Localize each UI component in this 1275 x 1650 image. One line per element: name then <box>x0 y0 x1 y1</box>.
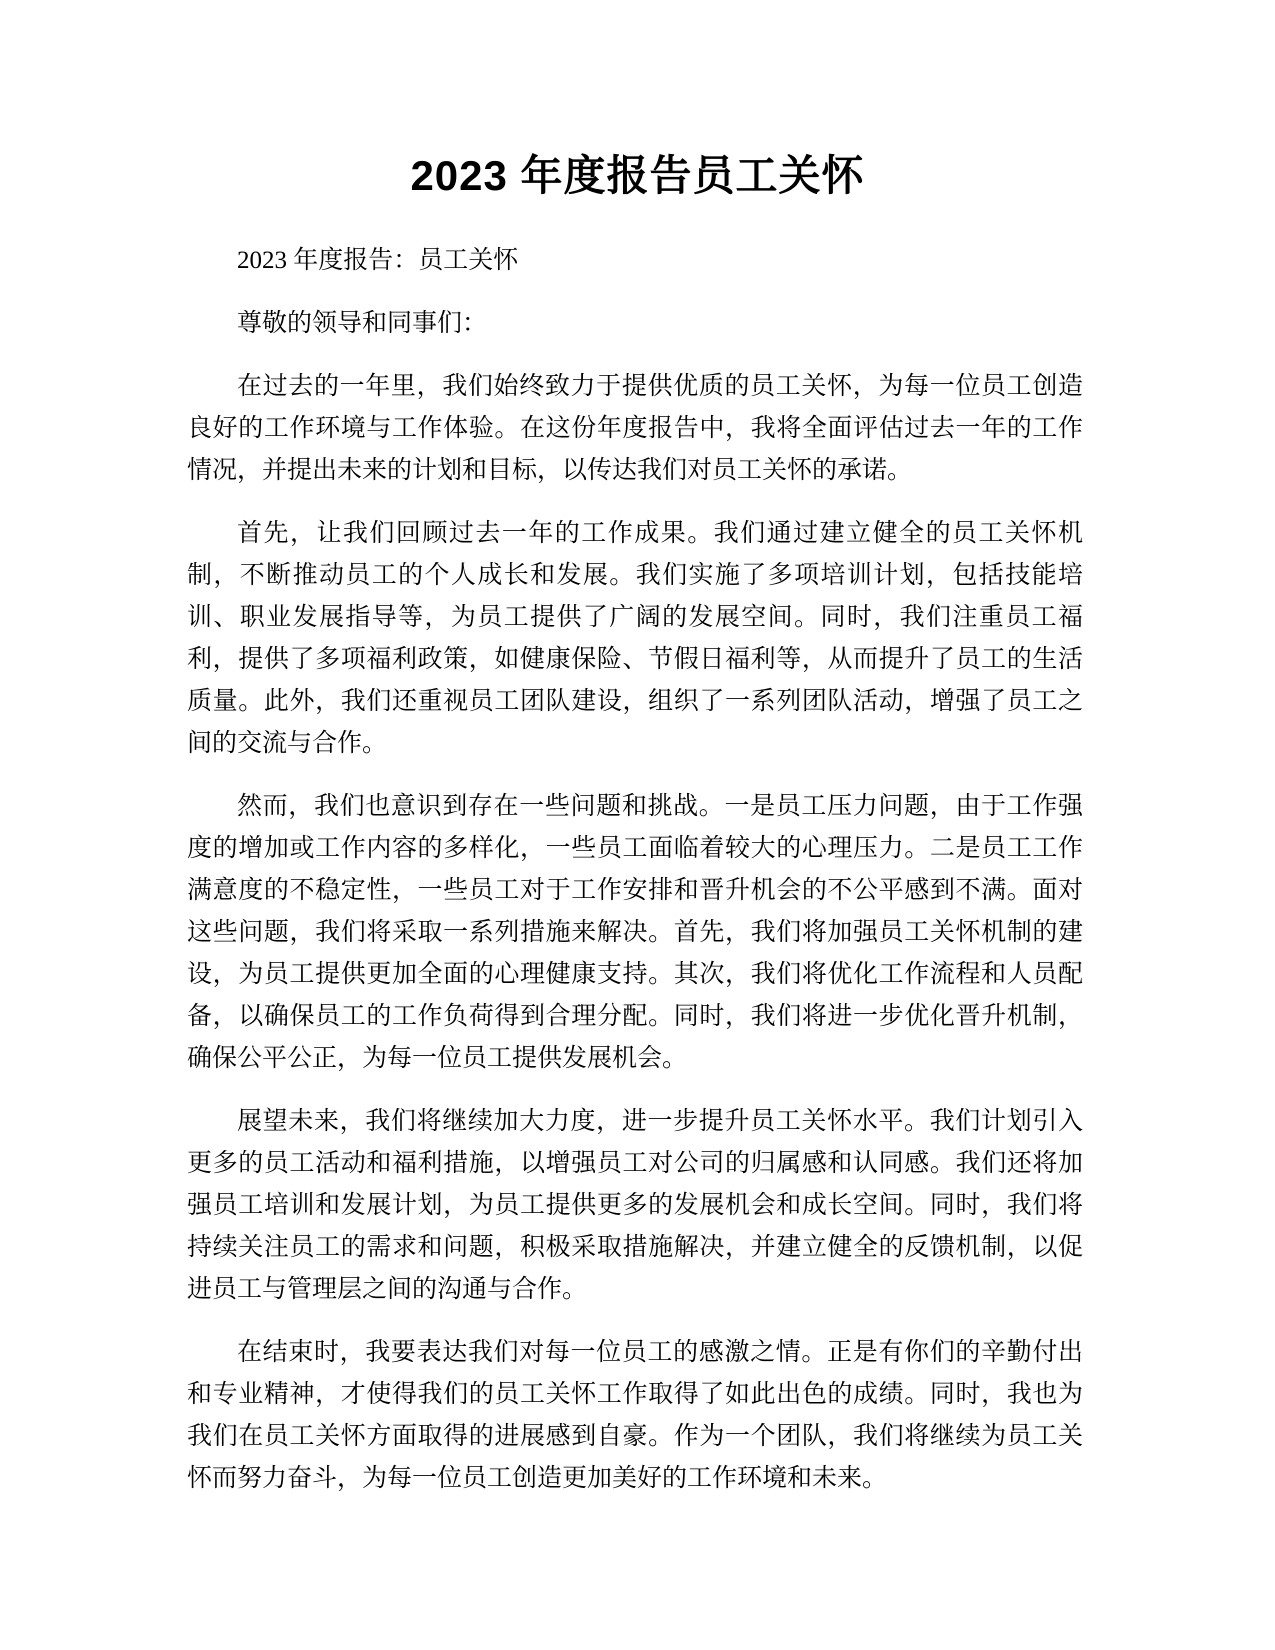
challenges-paragraph: 然而，我们也意识到存在一些问题和挑战。一是员工压力问题，由于工作强度的增加或工作内容的多样化，一些员工面临着较大的心理压力。二是员工工作满意度的不稳定性，一些员工对于工作安排和晋升机会的不公平感到不满。面对这些问题，我们将采取一系列措施来解决。首先，我们将加强员工关怀机制的建设，为员工提供更加全面的心理健康支持。其次，我们将优化工作流程和人员配备，以确保员工的工作负荷得到合理分配。同时，我们将进一步优化晋升机制，确保公平公正，为每一位员工提供发展机会。 <box>187 793 1083 1072</box>
document-title: 2023 年度报告员工关怀 <box>410 152 865 199</box>
intro-paragraph: 在过去的一年里，我们始终致力于提供优质的员工关怀，为每一位员工创造良好的工作环境与工作体验。在这份年度报告中，我将全面评估过去一年的工作情况，并提出未来的计划和目标，以传达我们对员工关怀的承诺。 <box>187 373 1083 484</box>
closing-paragraph: 在结束时，我要表达我们对每一位员工的感激之情。正是有你们的辛勤付出和专业精神，才使得我们的员工关怀工作取得了如此出色的成绩。同时，我也为我们在员工关怀方面取得的进展感到自豪。作为一个团队，我们将继续为员工关怀而努力奋斗，为每一位员工创造更加美好的工作环境和未来。 <box>187 1339 1083 1492</box>
achievements-paragraph: 首先，让我们回顾过去一年的工作成果。我们通过建立健全的员工关怀机制，不断推动员工的个人成长和发展。我们实施了多项培训计划，包括技能培训、职业发展指导等，为员工提供了广阔的发展空间。同时，我们注重员工福利，提供了多项福利政策，如健康保险、节假日福利等，从而提升了员工的生活质量。此外，我们还重视员工团队建设，组织了一系列团队活动，增强了员工之间的交流与合作。 <box>187 520 1083 757</box>
salutation-paragraph: 尊敬的领导和同事们： <box>237 310 488 337</box>
report-subtitle-paragraph: 2023 年度报告：员工关怀 <box>237 247 519 274</box>
outlook-paragraph: 展望未来，我们将继续加大力度，进一步提升员工关怀水平。我们计划引入更多的员工活动和福利措施，以增强员工对公司的归属感和认同感。我们还将加强员工培训和发展计划，为员工提供更多的发展机会和成长空间。同时，我们将持续关注员工的需求和问题，积极采取措施解决，并建立健全的反馈机制，以促进员工与管理层之间的沟通与合作。 <box>187 1108 1083 1303</box>
document-body <box>187 240 1083 1521</box>
